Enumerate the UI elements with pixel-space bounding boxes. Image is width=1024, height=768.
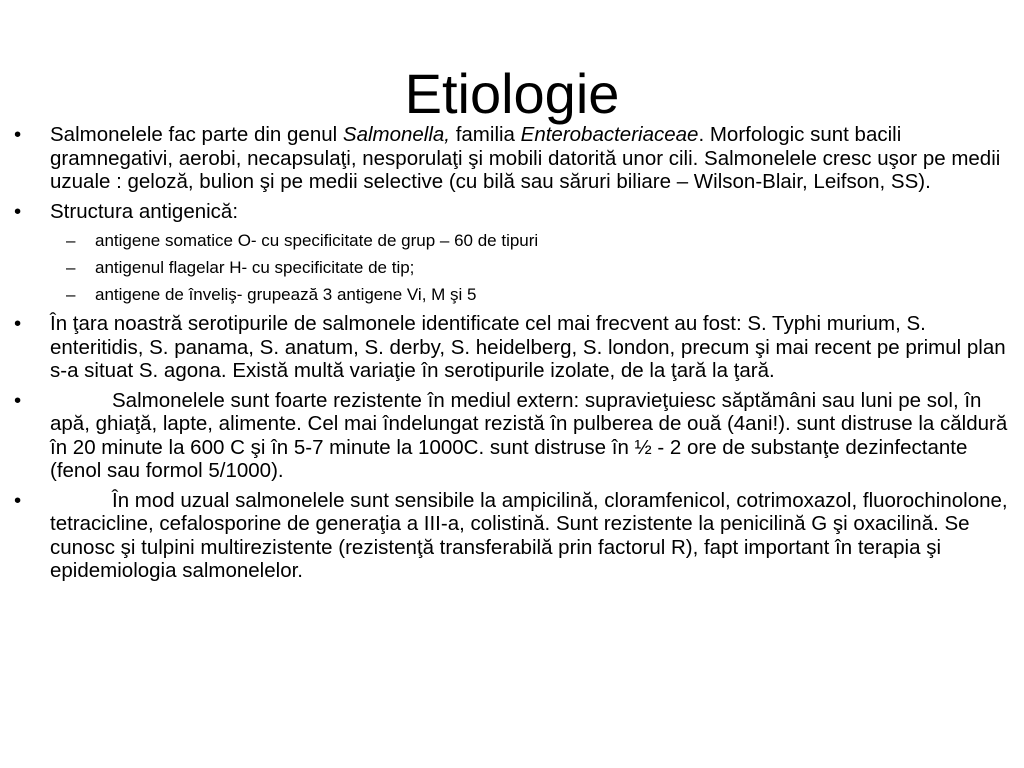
bullet-marker: • — [14, 388, 22, 412]
sub-marker: – — [66, 285, 76, 304]
sub-item-text: antigene somatice O- cu specificitate de grup – 60 de tipuri — [95, 231, 539, 250]
bullet-item — [0, 123, 1024, 194]
bullet-item — [0, 200, 1024, 224]
bullet-item — [0, 312, 1024, 383]
bullet-text: În ţara noastră serotipurile de salmonele identificate cel mai frecvent au fost: S. Typhi murium, S. enteritidis, S. panama, S. anatum, S. derby, S. heidelberg, S. london, precum şi mai recent pe primul plan s-a situat S. agona. Există multă variaţie în serotipurile izolate, de la ţară la ţară. — [50, 312, 1006, 382]
bullet-marker: • — [14, 123, 22, 146]
bullet-text: În mod uzual salmonelele sunt sensibile la ampicilină, cloramfenicol, cotrimoxazol, fluorochinolone, tetracicline, cefalosporine de generaţia a III-a, colistină. Sunt rezistente la penicilină G şi oxacilină. Se cunosc şi tulpini multirezistente (rezistenţă transferabilă prin factorul R), fapt important în terapia şi epidemiologia salmonelelor. — [50, 488, 1008, 582]
bullet-marker: • — [14, 199, 22, 223]
bullet-text: Structura antigenică: — [50, 199, 239, 223]
bullet-item — [0, 389, 1024, 483]
sub-item-text: antigene de înveliş- grupează 3 antigene Vi, M şi 5 — [95, 285, 477, 304]
sub-item — [0, 285, 1024, 305]
family-name: Enterobacteriaceae — [520, 123, 699, 146]
sub-marker: – — [66, 231, 76, 250]
sub-item — [0, 258, 1024, 278]
bullet-text: familia — [450, 123, 521, 146]
bullet-text: Salmonelele sunt foarte rezistente în mediul extern: supravieţuiesc săptămâni sau luni pe sol, în apă, ghiaţă, lapte, alimente. Cel mai îndelungat rezistă în pulberea de ouă (4ani!). sunt distruse la căldură în 20 minute la 600 C şi în 5-7 minute la 1000C. sunt distruse în ½ - 2 ore de substanţe dezinfectante (fenol sau formol 5/1000). — [50, 388, 1008, 482]
bullet-marker: • — [14, 312, 22, 335]
bullet-text: . Morfologic sunt bacili gramnegativi, aerobi, necapsulaţi, nesporulaţi şi mobili datorită unor cili. Salmonelele cresc uşor pe medii uzuale : geloză, bulion şi pe medii selective (cu bilă sau săruri biliare – Wilson-Blair, Leifson, SS). — [50, 123, 1001, 193]
sub-marker: – — [66, 258, 76, 277]
bullet-item — [0, 489, 1024, 583]
slide-title: Etiologie — [404, 62, 620, 125]
genus-name: Salmonella, — [342, 123, 451, 146]
bullet-marker: • — [14, 488, 22, 512]
sub-item — [0, 231, 1024, 251]
sub-item-text: antigenul flagelar H- cu specificitate de tip; — [95, 258, 415, 277]
bullet-text: Salmonelele fac parte din genul — [50, 123, 343, 146]
slide-content — [0, 123, 1024, 589]
